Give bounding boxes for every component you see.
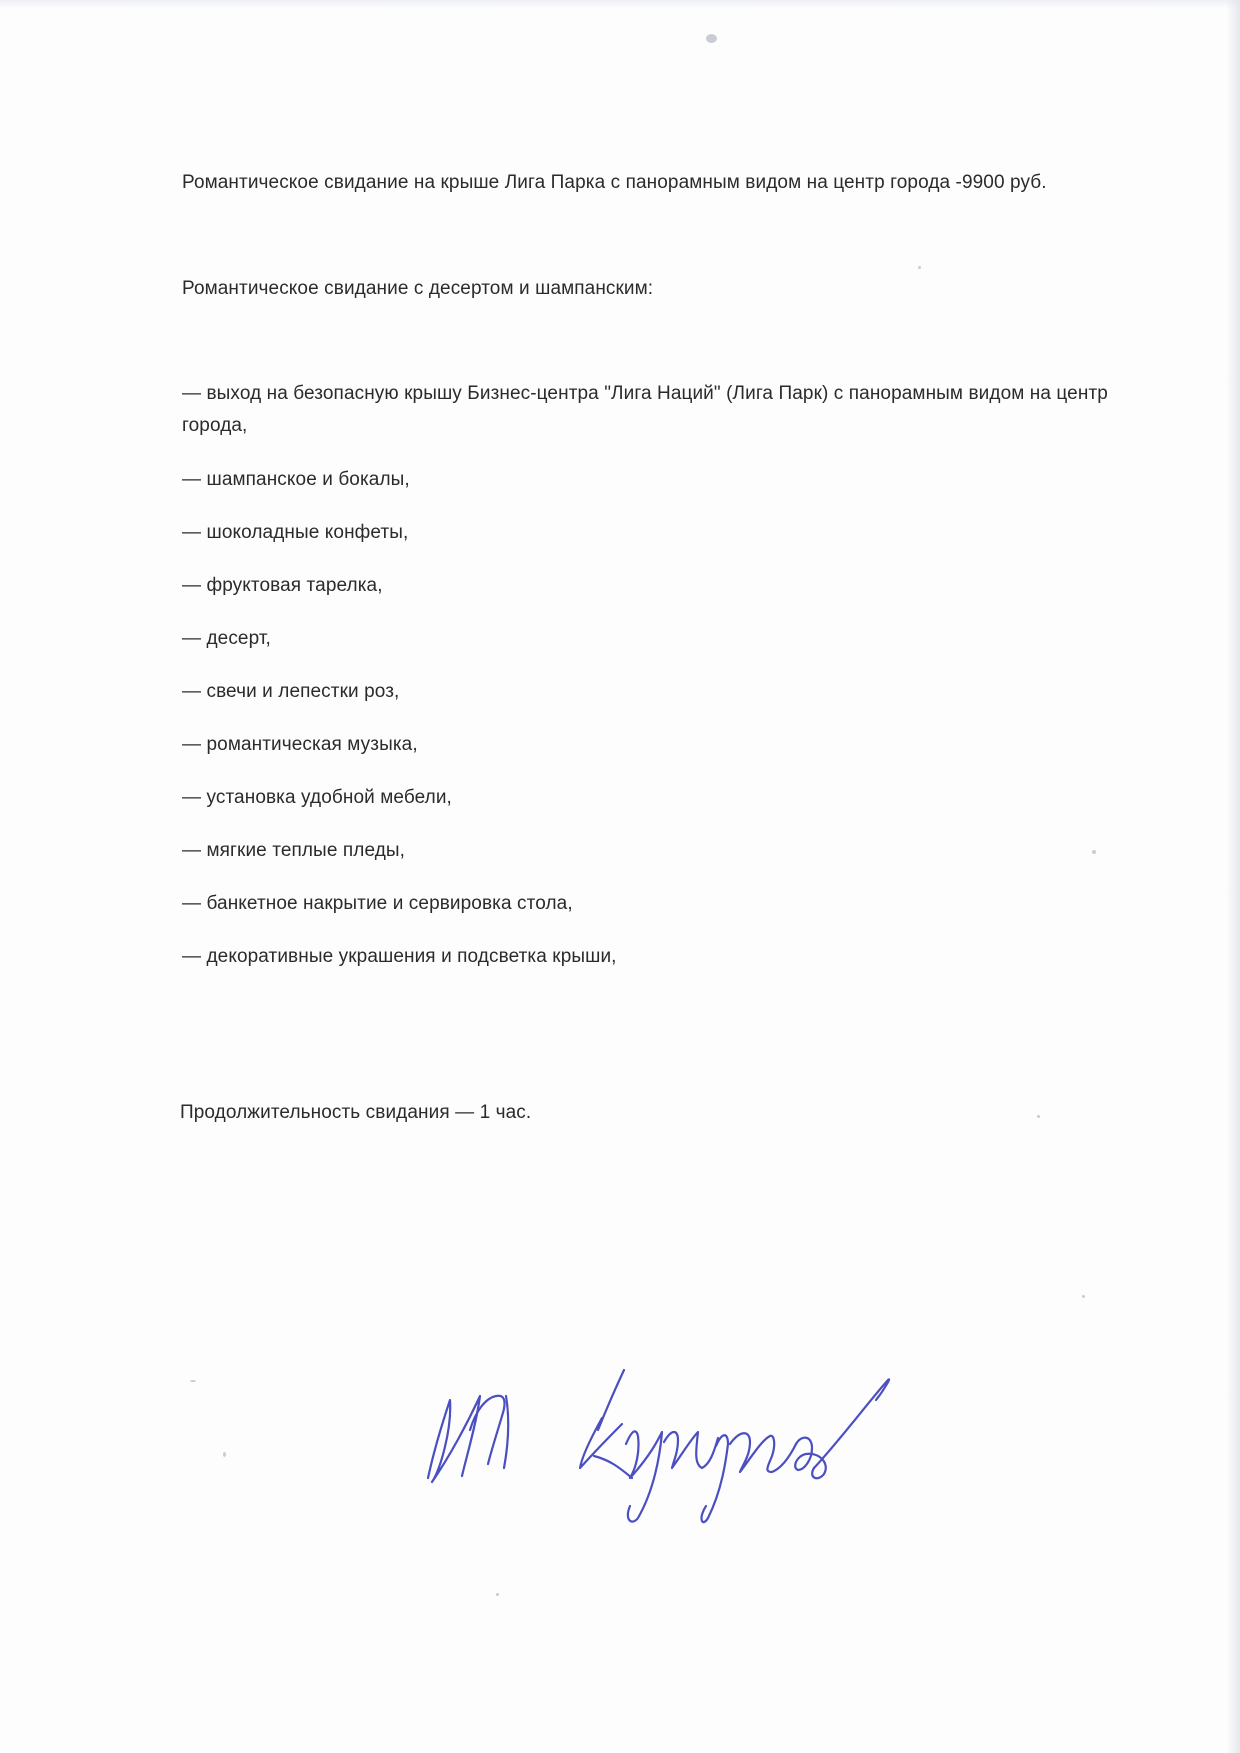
scan-top-edge [0, 0, 1240, 8]
scan-speck [190, 1380, 196, 1382]
scan-speck [918, 266, 921, 269]
duration-line: Продолжительность свидания — 1 час. [180, 1102, 532, 1123]
scan-speck [1092, 850, 1096, 854]
scan-speck [223, 1452, 226, 1457]
scan-right-edge [1226, 0, 1240, 1753]
list-item: — мягкие теплые пледы, [182, 840, 406, 861]
scan-speck [706, 34, 717, 43]
list-item: — шампанское и бокалы, [182, 469, 410, 490]
list-item: — шоколадные конфеты, [182, 522, 409, 543]
list-item: — декоративные украшения и подсветка крыши, [182, 946, 617, 967]
list-item: — десерт, [182, 628, 271, 649]
list-item: — свечи и лепестки роз, [182, 681, 400, 702]
list-item: — выход на безопасную крышу Бизнес-центра "Лига Наций" (Лига Парк) с панорамным видом на центр города, [182, 383, 1108, 436]
scan-speck [1037, 1115, 1040, 1118]
scan-speck [1082, 1295, 1085, 1298]
list-item: — банкетное накрытие и сервировка стола, [182, 893, 573, 914]
scan-speck [496, 1593, 499, 1596]
list-item: — фруктовая тарелка, [182, 575, 383, 596]
handwritten-signature [410, 1360, 1010, 1540]
offer-line: Романтическое свидание на крыше Лига Парка с панорамным видом на центр города -9900 руб. [182, 172, 1047, 193]
list-item: — установка удобной мебели, [182, 787, 452, 808]
list-item: — романтическая музыка, [182, 734, 418, 755]
offer-subtitle: Романтическое свидание с десертом и шампанским: [182, 278, 654, 299]
